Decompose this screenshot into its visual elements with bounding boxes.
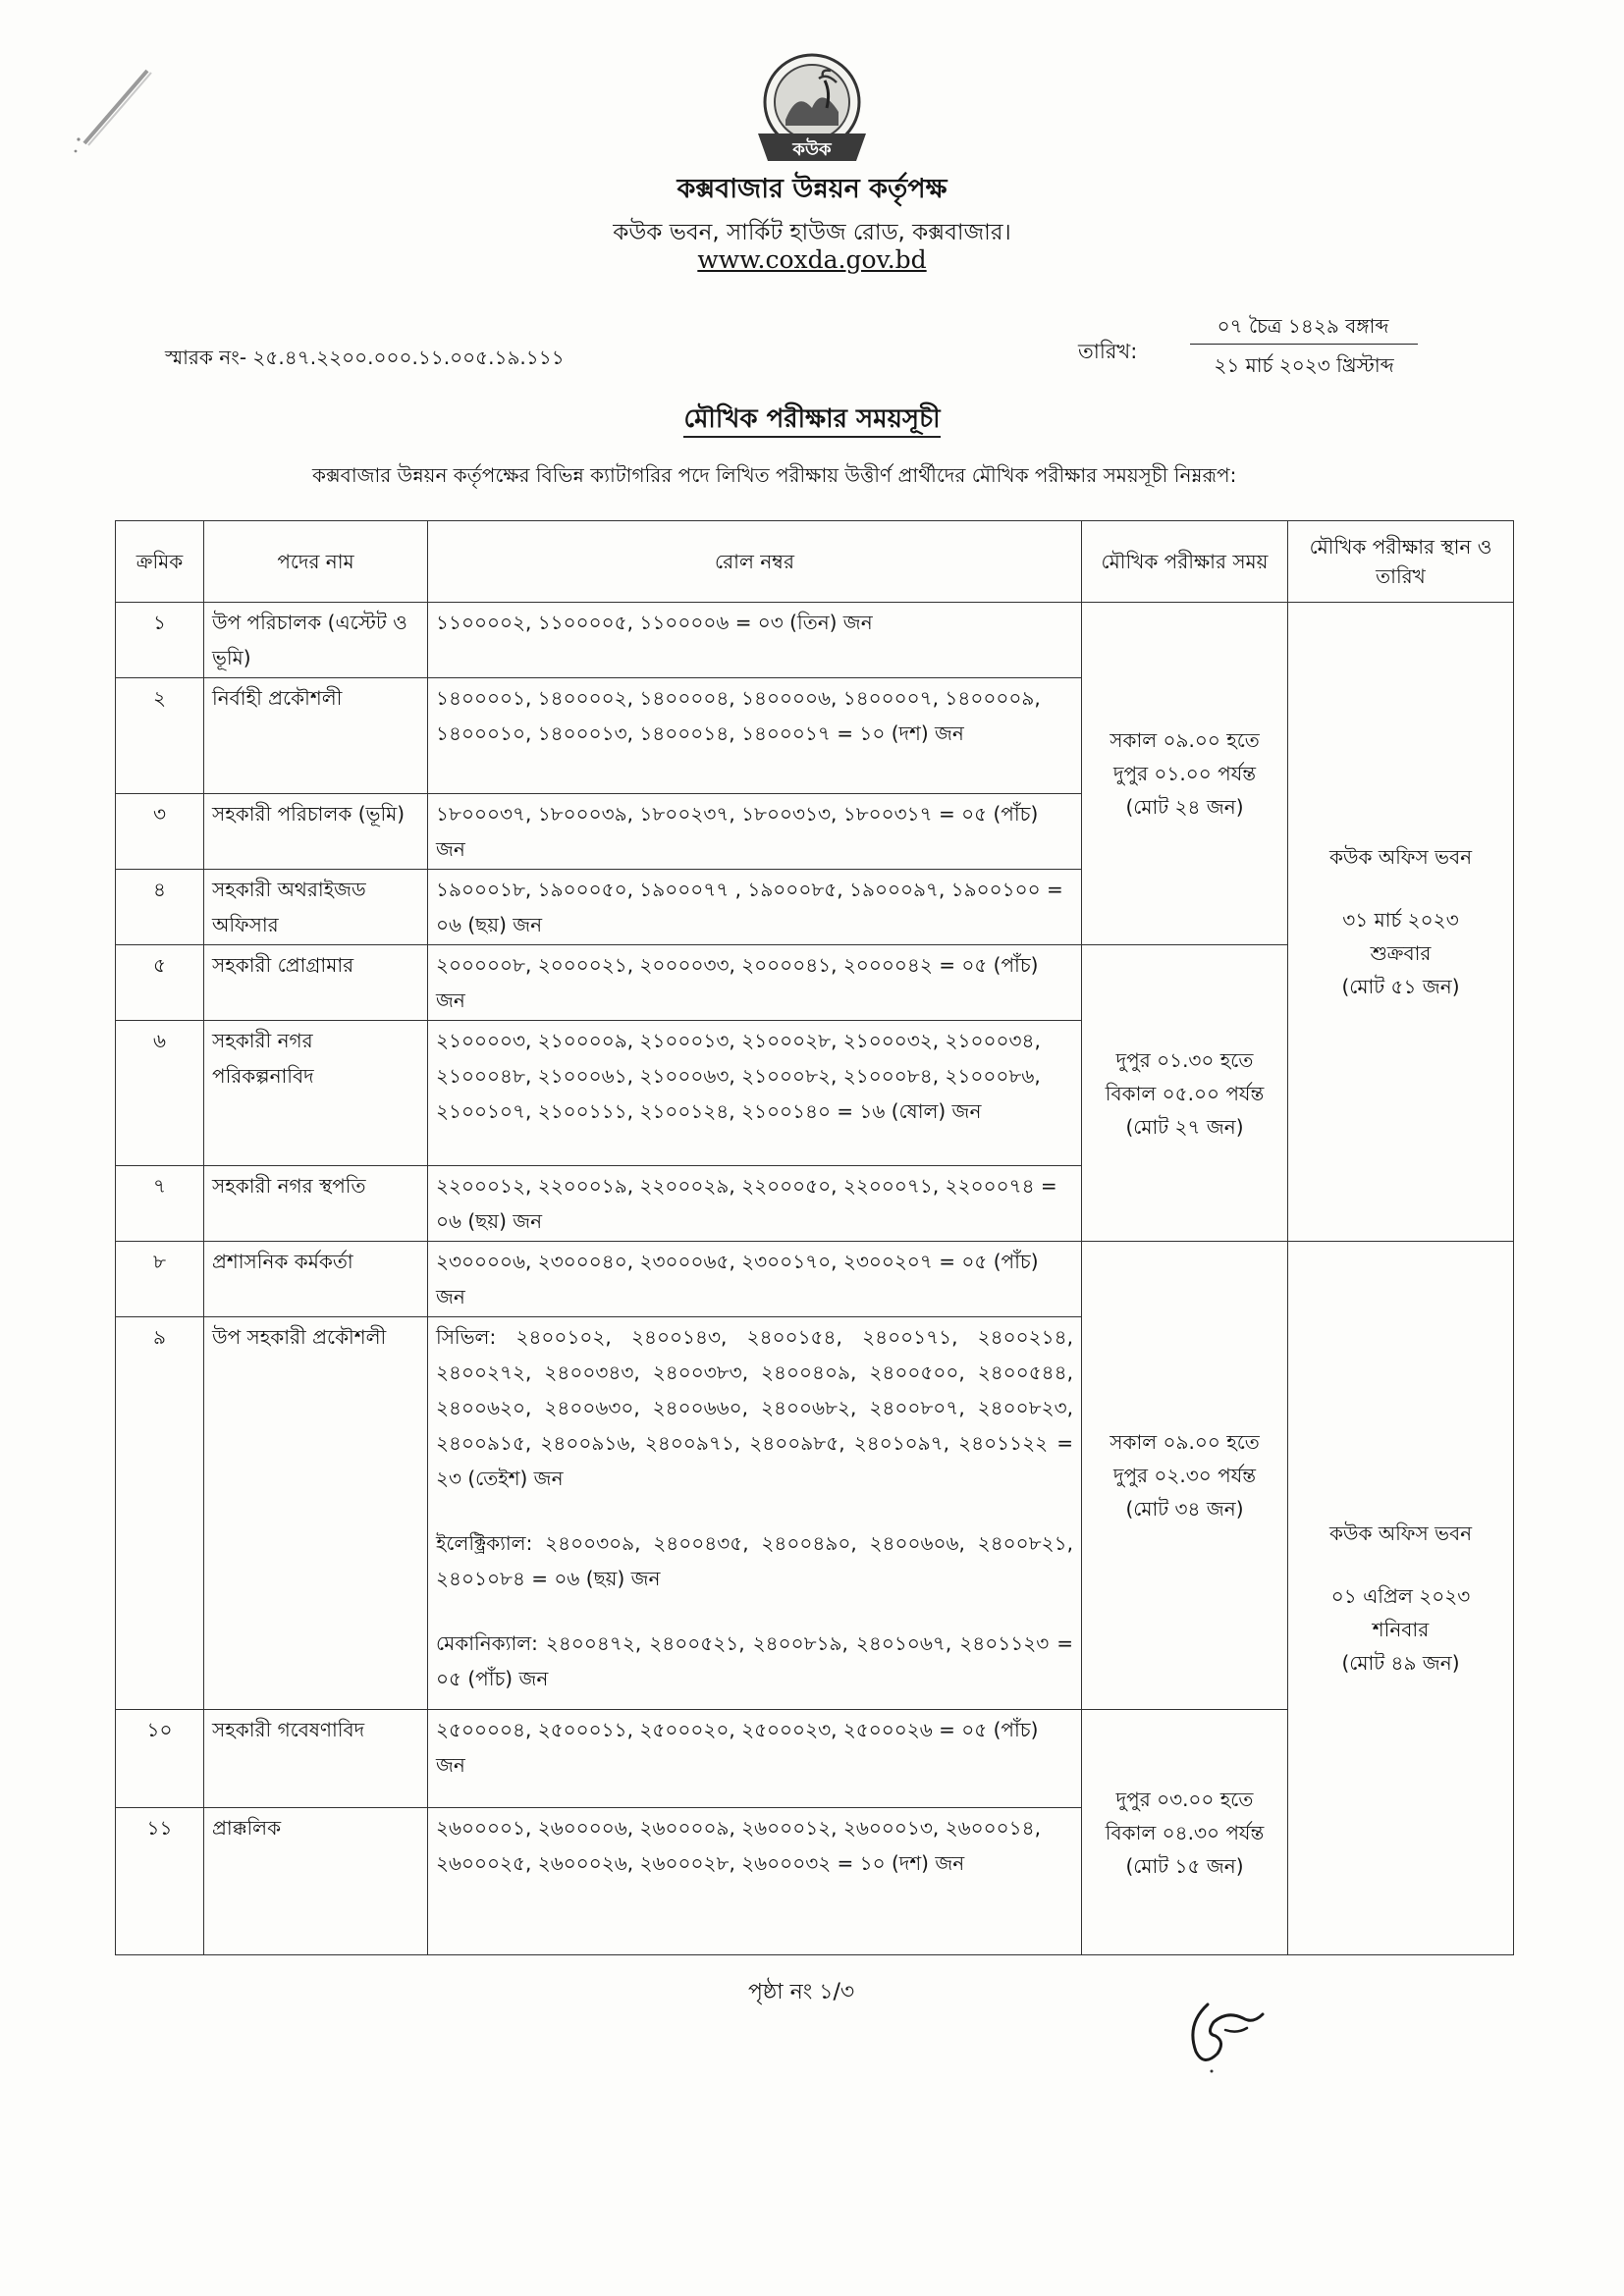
row-serial: ১	[116, 603, 204, 678]
row-serial: ১০	[116, 1710, 204, 1808]
signature	[1168, 1985, 1286, 2073]
row-post: সহকারী পরিচালক (ভূমি)	[204, 794, 428, 870]
venue-total: (মোট ৫১ জন)	[1341, 975, 1460, 998]
row-roll: ২৬০০০০১, ২৬০০০০৬, ২৬০০০০৯, ২৬০০০১২, ২৬০০০১৩, ২৬০০০১৪, ২৬০০০২৫, ২৬০০০২৬, ২৬০০০২৮, ২৬০০০৩২ = ১০ (দশ) জন	[428, 1808, 1082, 1955]
page-number: পৃষ্ঠা নং ১/৩	[748, 1980, 855, 2004]
table-header-row	[116, 521, 1514, 603]
time-slot-line: দুপুর ০১.০০ পর্যন্ত	[1112, 762, 1257, 785]
time-slot-cell	[1082, 1242, 1288, 1710]
date-label: তারিখ:	[1078, 340, 1138, 363]
document-title-text: মৌখিক পরীক্ষার সময়সূচী	[683, 404, 940, 438]
logo-banner-text: কউক	[792, 139, 832, 160]
row-roll: ২০০০০০৮, ২০০০০২১, ২০০০০৩৩, ২০০০০৪১, ২০০০০৪২ = ০৫ (পাঁচ) জন	[428, 945, 1082, 1021]
time-slot-line: দুপুর ০১.৩০ হতে	[1115, 1047, 1254, 1072]
row-serial: ২	[116, 678, 204, 794]
row-post: প্রশাসনিক কর্মকর্তা	[204, 1242, 428, 1317]
time-slot-line: সকাল ০৯.০০ হতে	[1110, 728, 1260, 752]
organization-address: কউক ভবন, সার্কিট হাউজ রোড, কক্সবাজার।	[613, 220, 1011, 245]
header-roll: রোল নম্বর	[428, 521, 1082, 603]
row-post: উপ সহকারী প্রকৌশলী	[204, 1317, 428, 1710]
row-roll: ১৪০০০০১, ১৪০০০০২, ১৪০০০০৪, ১৪০০০০৬, ১৪০০০০৭, ১৪০০০০৯, ১৪০০০১০, ১৪০০০১৩, ১৪০০০১৪, ১৪০০০১৭ = ১০ (দশ) জন	[428, 678, 1082, 794]
time-slot-total: (মোট ২৭ জন)	[1125, 1114, 1244, 1139]
row-roll: ১৯০০০১৮, ১৯০০০৫০, ১৯০০০৭৭ , ১৯০০০৮৫, ১৯০০০৯৭, ১৯০০১০০ = ০৬ (ছয়) জন	[428, 870, 1082, 945]
time-slot-cell	[1082, 945, 1288, 1242]
row-serial: ৫	[116, 945, 204, 1021]
roll-civil: সিভিল: ২৪০০১০২, ২৪০০১৪৩, ২৪০০১৫৪, ২৪০০১৭১, ২৪০০২১৪, ২৪০০২৭২, ২৪০০৩৪৩, ২৪০০৩৮৩, ২৪০০৪০৯, ২৪০০৫০০, ২৪০০৫৪৪, ২৪০০৬২০, ২৪০০৬৩০, ২৪০০৬৬০, ২৪০০৬৮২, ২৪০০৮০৭, ২৪০০৮২৩, ২৪০০৯১৫, ২৪০০৯১৬, ২৪০০৯৭১, ২৪০০৯৮৫, ২৪০১০৯৭, ২৪০১১২২ = ২৩ (তেইশ) জন	[436, 1325, 1073, 1490]
venue-cell	[1288, 603, 1514, 1242]
time-slot-line: সকাল ০৯.০০ হতে	[1110, 1430, 1260, 1454]
row-roll: ২৫০০০০৪, ২৫০০০১১, ২৫০০০২০, ২৫০০০২৩, ২৫০০০২৬ = ০৫ (পাঁচ) জন	[428, 1710, 1082, 1808]
row-roll	[428, 1317, 1082, 1710]
row-serial: ৯	[116, 1317, 204, 1710]
venue-day: শুক্রবার	[1370, 941, 1432, 965]
date-gregorian: ২১ মার্চ ২০২৩ খ্রিস্টাব্দ	[1214, 353, 1394, 377]
time-slot-cell	[1082, 603, 1288, 945]
time-slot-line: বিকাল ০৫.০০ পর্যন্ত	[1105, 1081, 1265, 1105]
row-post: উপ পরিচালক (এস্টেট ও ভূমি)	[204, 603, 428, 678]
row-roll: ২১০০০০৩, ২১০০০০৯, ২১০০০১৩, ২১০০০২৮, ২১০০০৩২, ২১০০০৩৪, ২১০০০৪৮, ২১০০০৬১, ২১০০০৬৩, ২১০০০৮২, ২১০০০৮৪, ২১০০০৮৬, ২১০০১০৭, ২১০০১১১, ২১০০১২৪, ২১০০১৪০ = ১৬ (ষোল) জন	[428, 1021, 1082, 1166]
time-slot-line: দুপুর ০২.৩০ পর্যন্ত	[1112, 1464, 1257, 1487]
memo-number: স্মারক নং- ২৫.৪৭.২২০০.০০০.১১.০০৫.১৯.১১১	[165, 346, 565, 369]
row-post: সহকারী প্রোগ্রামার	[204, 945, 428, 1021]
row-serial: ৬	[116, 1021, 204, 1166]
header-venue: মৌখিক পরীক্ষার স্থান ও তারিখ	[1288, 521, 1514, 603]
time-slot-line: বিকাল ০৪.৩০ পর্যন্ত	[1105, 1820, 1265, 1844]
row-serial: ৪	[116, 870, 204, 945]
row-roll: ২৩০০০০৬, ২৩০০০৪০, ২৩০০০৬৫, ২৩০০১৭০, ২৩০০২০৭ = ০৫ (পাঁচ) জন	[428, 1242, 1082, 1317]
time-slot-total: (মোট ৩৪ জন)	[1125, 1497, 1244, 1521]
intro-paragraph: কক্সবাজার উন্নয়ন কর্তৃপক্ষের বিভিন্ন ক্যাটাগরির পদে লিখিত পরীক্ষায় উত্তীর্ণ প্রার্থীদের মৌখিক পরীক্ষার সময়সূচী নিম্নরূপ:	[312, 463, 1237, 487]
row-serial: ৩	[116, 794, 204, 870]
row-post: সহকারী অথরাইজড অফিসার	[204, 870, 428, 945]
date-divider	[1190, 344, 1418, 345]
row-post: সহকারী নগর পরিকল্পনাবিদ	[204, 1021, 428, 1166]
pen-mark	[59, 57, 167, 165]
header-serial: ক্রমিক	[116, 521, 204, 603]
document-title	[0, 399, 1624, 442]
time-slot-total: (মোট ১৫ জন)	[1125, 1853, 1244, 1878]
row-post: নির্বাহী প্রকৌশলী	[204, 678, 428, 794]
organization-website-link[interactable]: www.coxda.gov.bd	[697, 245, 927, 274]
row-serial: ৮	[116, 1242, 204, 1317]
organization-name: কক্সবাজার উন্নয়ন কর্তৃপক্ষ	[677, 174, 947, 204]
header-post: পদের নাম	[204, 521, 428, 603]
coxda-logo	[729, 51, 895, 169]
venue-place: কউক অফিস ভবন	[1328, 845, 1473, 869]
venue-total: (মোট ৪৯ জন)	[1341, 1651, 1460, 1675]
venue-place: কউক অফিস ভবন	[1328, 1522, 1473, 1545]
row-post: সহকারী নগর স্থপতি	[204, 1166, 428, 1242]
row-serial: ১১	[116, 1808, 204, 1955]
venue-cell	[1288, 1242, 1514, 1955]
table-row	[116, 603, 1514, 678]
row-serial: ৭	[116, 1166, 204, 1242]
header-time: মৌখিক পরীক্ষার সময়	[1082, 521, 1288, 603]
row-roll: ২২০০০১২, ২২০০০১৯, ২২০০০২৯, ২২০০০৫০, ২২০০০৭১, ২২০০০৭৪ = ০৬ (ছয়) জন	[428, 1166, 1082, 1242]
row-roll: ১৮০০০৩৭, ১৮০০০৩৯, ১৮০০২৩৭, ১৮০০৩১৩, ১৮০০৩১৭ = ০৫ (পাঁচ) জন	[428, 794, 1082, 870]
venue-date: ৩১ মার্চ ২০২৩	[1342, 908, 1459, 932]
schedule-table	[115, 520, 1514, 1955]
roll-electrical: ইলেক্ট্রিক্যাল: ২৪০০৩০৯, ২৪০০৪৩৫, ২৪০০৪৯০, ২৪০০৬০৬, ২৪০০৮২১, ২৪০১০৮৪ = ০৬ (ছয়) জন	[436, 1531, 1073, 1590]
venue-day: শনিবার	[1372, 1618, 1430, 1641]
table-row	[116, 1242, 1514, 1317]
time-slot-total: (মোট ২৪ জন)	[1125, 795, 1244, 819]
roll-mechanical: মেকানিক্যাল: ২৪০০৪৭২, ২৪০০৫২১, ২৪০০৮১৯, ২৪০১০৬৭, ২৪০১১২৩ = ০৫ (পাঁচ) জন	[436, 1631, 1073, 1690]
row-roll: ১১০০০০২, ১১০০০০৫, ১১০০০০৬ = ০৩ (তিন) জন	[428, 603, 1082, 678]
row-post: প্রাক্কলিক	[204, 1808, 428, 1955]
venue-date: ০১ এপ্রিল ২০২৩	[1330, 1584, 1471, 1608]
time-slot-line: দুপুর ০৩.০০ হতে	[1115, 1787, 1254, 1811]
date-bangla: ০৭ চৈত্র ১৪২৯ বঙ্গাব্দ	[1217, 314, 1389, 338]
row-post: সহকারী গবেষণাবিদ	[204, 1710, 428, 1808]
time-slot-cell	[1082, 1710, 1288, 1955]
